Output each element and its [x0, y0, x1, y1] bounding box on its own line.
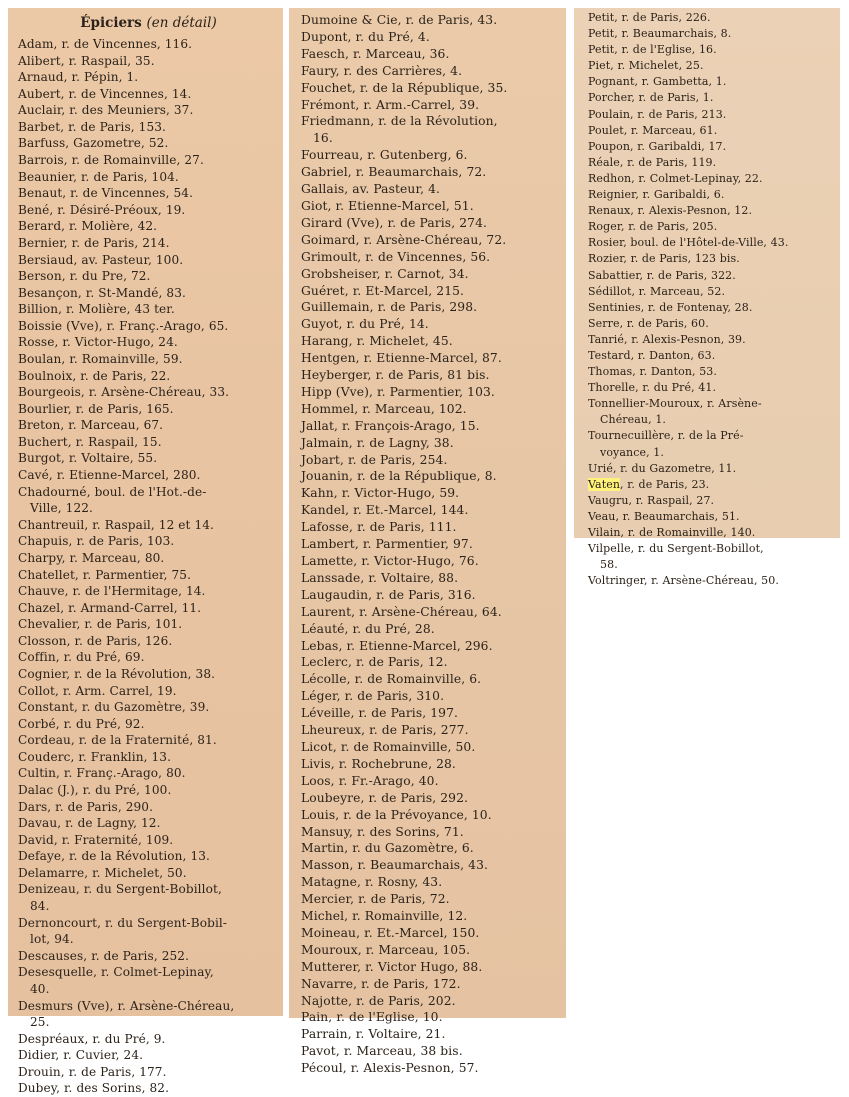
entry-continuation: Chéreau, 1. [600, 413, 667, 427]
directory-entry: Chatellet, r. Parmentier, 75. [18, 567, 192, 582]
directory-entry: Léauté, r. du Pré, 28. [301, 621, 435, 636]
directory-entry: Pécoul, r. Alexis-Pesnon, 57. [301, 1061, 479, 1076]
directory-entry: Descauses, r. de Paris, 252. [18, 948, 190, 963]
directory-entry: Chevalier, r. de Paris, 101. [18, 617, 183, 632]
directory-entry: Moineau, r. Et.-Marcel, 150. [301, 925, 480, 940]
directory-entry: Mutterer, r. Victor Hugo, 88. [301, 959, 483, 974]
directory-entry: Navarre, r. de Paris, 172. [301, 976, 461, 991]
directory-entry: Coffin, r. du Pré, 69. [18, 650, 145, 665]
entry-list-2 [301, 12, 562, 1077]
directory-entry: Desesquelle, r. Colmet-Lepinay, [18, 965, 214, 980]
heading-subtitle: (en détail) [146, 15, 217, 31]
directory-entry: Urié, r. du Gazometre, 11. [588, 461, 737, 475]
directory-entry: Lanssade, r. Voltaire, 88. [301, 570, 459, 585]
directory-entry: Cordeau, r. de la Fraternité, 81. [18, 733, 217, 748]
directory-entry: Parrain, r. Voltaire, 21. [301, 1027, 446, 1042]
directory-entry: Corbé, r. du Pré, 92. [18, 716, 145, 731]
directory-entry: Vaten, r. de Paris, 23. [588, 477, 710, 491]
directory-entry: Renaux, r. Alexis-Pesnon, 12. [588, 204, 753, 218]
directory-entry: Poulet, r. Marceau, 61. [588, 123, 718, 137]
directory-entry: Veau, r. Beaumarchais, 51. [588, 509, 740, 523]
directory-entry: Gallais, av. Pasteur, 4. [301, 182, 441, 197]
directory-entry: Roger, r. de Paris, 205. [588, 220, 718, 234]
entry-list-3 [588, 10, 836, 589]
directory-entry: Jouanin, r. de la République, 8. [301, 469, 497, 484]
directory-entry: Loos, r. Fr.-Arago, 40. [301, 773, 439, 788]
directory-entry: Dupont, r. du Pré, 4. [301, 29, 430, 44]
directory-entry: Constant, r. du Gazomètre, 39. [18, 700, 210, 715]
directory-entry: Sabattier, r. de Paris, 322. [588, 268, 736, 282]
directory-entry: Frémont, r. Arm.-Carrel, 39. [301, 97, 480, 112]
directory-entry: Guéret, r. Et-Marcel, 215. [301, 283, 465, 298]
directory-entry: Gabriel, r. Beaumarchais, 72. [301, 165, 487, 180]
directory-column-2 [289, 8, 566, 1076]
directory-entry: Harang, r. Michelet, 45. [301, 334, 453, 349]
directory-entry: Alibert, r. Raspail, 35. [18, 53, 155, 68]
directory-entry: Thomas, r. Danton, 53. [588, 365, 717, 379]
directory-entry: Billion, r. Molière, 43 ter. [18, 302, 175, 317]
directory-entry: Petit, r. Beaumarchais, 8. [588, 27, 732, 41]
directory-entry: Michel, r. Romainville, 12. [301, 909, 468, 924]
directory-entry: Cultin, r. Franç.-Arago, 80. [18, 766, 186, 781]
directory-entry: Dars, r. de Paris, 290. [18, 799, 154, 814]
directory-entry: Martin, r. du Gazomètre, 6. [301, 841, 474, 856]
directory-entry: Tournecuillère, r. de la Pré- [588, 429, 744, 443]
directory-entry: Chauve, r. de l'Hermitage, 14. [18, 584, 206, 599]
directory-entry: Boulnoix, r. de Paris, 22. [18, 368, 171, 383]
directory-entry: Fourreau, r. Gutenberg, 6. [301, 148, 468, 163]
directory-entry: Aubert, r. de Vincennes, 14. [18, 86, 192, 101]
directory-entry: Tonnellier-Mouroux, r. Arsène- [588, 397, 762, 411]
directory-entry: Tanrié, r. Alexis-Pesnon, 39. [588, 332, 746, 346]
directory-entry: Bernier, r. de Paris, 214. [18, 235, 170, 250]
directory-entry: Chazel, r. Armand-Carrel, 11. [18, 600, 202, 615]
entry-continuation: 40. [30, 981, 50, 996]
directory-column-3 [574, 8, 840, 588]
directory-entry: Piet, r. Michelet, 25. [588, 59, 704, 73]
directory-entry: Léveille, r. de Paris, 197. [301, 706, 459, 721]
directory-entry: Pavot, r. Marceau, 38 bis. [301, 1044, 463, 1059]
entry-continuation: 16. [313, 131, 333, 146]
directory-entry: Berard, r. Molière, 42. [18, 219, 158, 234]
directory-entry: Jallat, r. François-Arago, 15. [301, 418, 480, 433]
directory-entry: Chapuis, r. de Paris, 103. [18, 534, 175, 549]
directory-entry: Licot, r. de Romainville, 50. [301, 739, 476, 754]
directory-entry: Despréaux, r. du Pré, 9. [18, 1031, 166, 1046]
directory-entry: Breton, r. Marceau, 67. [18, 418, 164, 433]
directory-entry: Defaye, r. de la Révolution, 13. [18, 849, 210, 864]
heading-title: Épiciers [80, 15, 142, 31]
directory-entry: Chadourné, boul. de l'Hot.-de- [18, 484, 207, 499]
directory-entry: Arnaud, r. Pépin, 1. [18, 70, 139, 85]
directory-entry: Besançon, r. St-Mandé, 83. [18, 285, 186, 300]
directory-entry: Porcher, r. de Paris, 1. [588, 91, 714, 105]
directory-entry: Poupon, r. Garibaldi, 17. [588, 139, 727, 153]
directory-entry: Collot, r. Arm. Carrel, 19. [18, 683, 177, 698]
directory-entry: Petit, r. de l'Eglise, 16. [588, 43, 717, 57]
section-heading [18, 12, 279, 35]
directory-entry: Pain, r. de l'Eglise, 10. [301, 1010, 443, 1025]
directory-entry: Denizeau, r. du Sergent-Bobillot, [18, 882, 222, 897]
directory-entry: Redhon, r. Colmet-Lepinay, 22. [588, 171, 763, 185]
directory-entry: David, r. Fraternité, 109. [18, 832, 174, 847]
directory-entry: Chantreuil, r. Raspail, 12 et 14. [18, 517, 214, 532]
directory-entry: Mercier, r. de Paris, 72. [301, 892, 450, 907]
directory-entry: Loubeyre, r. de Paris, 292. [301, 790, 469, 805]
directory-entry: Najotte, r. de Paris, 202. [301, 993, 456, 1008]
directory-entry: Fouchet, r. de la République, 35. [301, 80, 508, 95]
highlighted-name: Vaten [588, 477, 621, 491]
directory-entry: Lécolle, r. de Romainville, 6. [301, 672, 482, 687]
directory-entry: Hipp (Vve), r. Parmentier, 103. [301, 384, 495, 399]
directory-entry: Mouroux, r. Marceau, 105. [301, 942, 471, 957]
directory-entry: Sédillot, r. Marceau, 52. [588, 284, 726, 298]
directory-entry: Pognant, r. Gambetta, 1. [588, 75, 727, 89]
directory-entry: Matagne, r. Rosny, 43. [301, 875, 443, 890]
directory-entry: Bourlier, r. de Paris, 165. [18, 401, 174, 416]
directory-entry: Testard, r. Danton, 63. [588, 348, 716, 362]
directory-entry: Guyot, r. du Pré, 14. [301, 317, 429, 332]
directory-entry: Closson, r. de Paris, 126. [18, 633, 173, 648]
directory-entry: Heyberger, r. de Paris, 81 bis. [301, 368, 490, 383]
directory-entry: Poulain, r. de Paris, 213. [588, 107, 727, 121]
directory-entry: Goimard, r. Arsène-Chéreau, 72. [301, 232, 507, 247]
directory-entry: Petit, r. de Paris, 226. [588, 11, 711, 24]
directory-entry: Thorelle, r. du Pré, 41. [588, 381, 717, 395]
directory-entry: Faesch, r. Marceau, 36. [301, 46, 450, 61]
directory-entry: Cavé, r. Etienne-Marcel, 280. [18, 468, 201, 483]
entry-continuation: 58. [600, 558, 618, 572]
directory-entry: Serre, r. de Paris, 60. [588, 316, 709, 330]
directory-entry: Adam, r. de Vincennes, 116. [18, 37, 193, 51]
directory-entry: Barbet, r. de Paris, 153. [18, 119, 166, 134]
directory-entry: Voltringer, r. Arsène-Chéreau, 50. [588, 574, 779, 588]
directory-entry: Masson, r. Beaumarchais, 43. [301, 858, 489, 873]
directory-entry: Faury, r. des Carrières, 4. [301, 63, 463, 78]
directory-entry: Rosier, boul. de l'Hôtel-de-Ville, 43. [588, 236, 789, 250]
directory-entry: Bené, r. Désiré-Préoux, 19. [18, 202, 186, 217]
directory-entry: Boulan, r. Romainville, 59. [18, 351, 183, 366]
directory-entry: Jalmain, r. de Lagny, 38. [301, 435, 454, 450]
directory-entry: Davau, r. de Lagny, 12. [18, 816, 161, 831]
directory-entry: Desmurs (Vve), r. Arsène-Chéreau, [18, 998, 235, 1013]
directory-entry: Hommel, r. Marceau, 102. [301, 401, 467, 416]
directory-entry: Buchert, r. Raspail, 15. [18, 434, 162, 449]
directory-entry: Lamette, r. Victor-Hugo, 76. [301, 554, 479, 568]
directory-entry: Girard (Vve), r. de Paris, 274. [301, 215, 488, 230]
directory-entry: Lambert, r. Parmentier, 97. [301, 537, 473, 552]
directory-entry: Auclair, r. des Meuniers, 37. [18, 103, 194, 118]
directory-entry: Sentinies, r. de Fontenay, 28. [588, 300, 753, 314]
directory-entry: Reignier, r. Garibaldi, 6. [588, 188, 725, 202]
directory-entry: Mansuy, r. des Sorins, 71. [301, 824, 464, 839]
directory-entry: Couderc, r. Franklin, 13. [18, 749, 172, 764]
directory-entry: Livis, r. Rochebrune, 28. [301, 756, 456, 771]
entry-continuation: voyance, 1. [600, 445, 664, 459]
directory-entry: Léger, r. de Paris, 310. [301, 689, 445, 704]
directory-entry: Dubey, r. des Sorins, 82. [18, 1081, 170, 1096]
directory-entry: Kahn, r. Victor-Hugo, 59. [301, 486, 460, 501]
directory-entry: Vaugru, r. Raspail, 27. [588, 493, 715, 507]
directory-entry: Benaut, r. de Vincennes, 54. [18, 186, 194, 201]
directory-entry: Laugaudin, r. de Paris, 316. [301, 587, 476, 602]
directory-entry: Guillemain, r. de Paris, 298. [301, 300, 478, 315]
directory-entry: Kandel, r. Et.-Marcel, 144. [301, 503, 469, 518]
directory-entry: Friedmann, r. de la Révolution, [301, 114, 498, 129]
directory-entry: Dalac (J.), r. du Pré, 100. [18, 783, 172, 798]
entry-continuation: lot, 94. [30, 932, 74, 947]
directory-entry: Dumoine & Cie, r. de Paris, 43. [301, 13, 498, 27]
directory-entry: Cognier, r. de la Révolution, 38. [18, 666, 216, 681]
directory-entry: Réale, r. de Paris, 119. [588, 155, 717, 169]
directory-entry: Grimoult, r. de Vincennes, 56. [301, 249, 491, 264]
directory-entry: Laurent, r. Arsène-Chéreau, 64. [301, 604, 502, 619]
directory-entry: Leclerc, r. de Paris, 12. [301, 655, 448, 670]
directory-entry: Bersiaud, av. Pasteur, 100. [18, 252, 184, 267]
directory-column-1 [8, 8, 283, 1096]
directory-entry: Lheureux, r. de Paris, 277. [301, 723, 469, 738]
directory-entry: Hentgen, r. Etienne-Marcel, 87. [301, 351, 502, 366]
entry-continuation: Ville, 122. [30, 501, 93, 516]
directory-entry: Charpy, r. Marceau, 80. [18, 550, 165, 565]
directory-entry: Jobart, r. de Paris, 254. [301, 452, 448, 467]
directory-entry: Drouin, r. de Paris, 177. [18, 1064, 167, 1079]
directory-entry: Lebas, r. Etienne-Marcel, 296. [301, 638, 493, 653]
directory-entry: Grobsheiser, r. Carnot, 34. [301, 266, 469, 281]
directory-entry: Barrois, r. de Romainville, 27. [18, 153, 204, 168]
directory-entry: Barfuss, Gazometre, 52. [18, 136, 169, 151]
directory-entry: Boissie (Vve), r. Franç.-Arago, 65. [18, 318, 229, 333]
directory-entry: Louis, r. de la Prévoyance, 10. [301, 807, 492, 822]
directory-entry: Burgot, r. Voltaire, 55. [18, 451, 158, 466]
directory-entry: Lafosse, r. de Paris, 111. [301, 520, 457, 535]
entry-list-1 [18, 36, 279, 1097]
directory-entry: Didier, r. Cuvier, 24. [18, 1048, 144, 1063]
entry-continuation: 84. [30, 899, 50, 914]
directory-entry: Dernoncourt, r. du Sergent-Bobil- [18, 915, 228, 930]
entry-continuation: 25. [30, 1015, 50, 1030]
directory-entry: Vilpelle, r. du Sergent-Bobillot, [588, 542, 764, 556]
directory-entry: Delamarre, r. Michelet, 50. [18, 865, 187, 880]
directory-entry: Vilain, r. de Romainville, 140. [588, 526, 756, 539]
directory-entry: Bourgeois, r. Arsène-Chéreau, 33. [18, 385, 230, 400]
directory-entry: Rozier, r. de Paris, 123 bis. [588, 252, 740, 266]
directory-entry: Beaunier, r. de Paris, 104. [18, 169, 179, 184]
directory-entry: Giot, r. Etienne-Marcel, 51. [301, 198, 474, 213]
directory-entry: Rosse, r. Victor-Hugo, 24. [18, 335, 178, 350]
directory-entry: Berson, r. du Pre, 72. [18, 269, 151, 284]
